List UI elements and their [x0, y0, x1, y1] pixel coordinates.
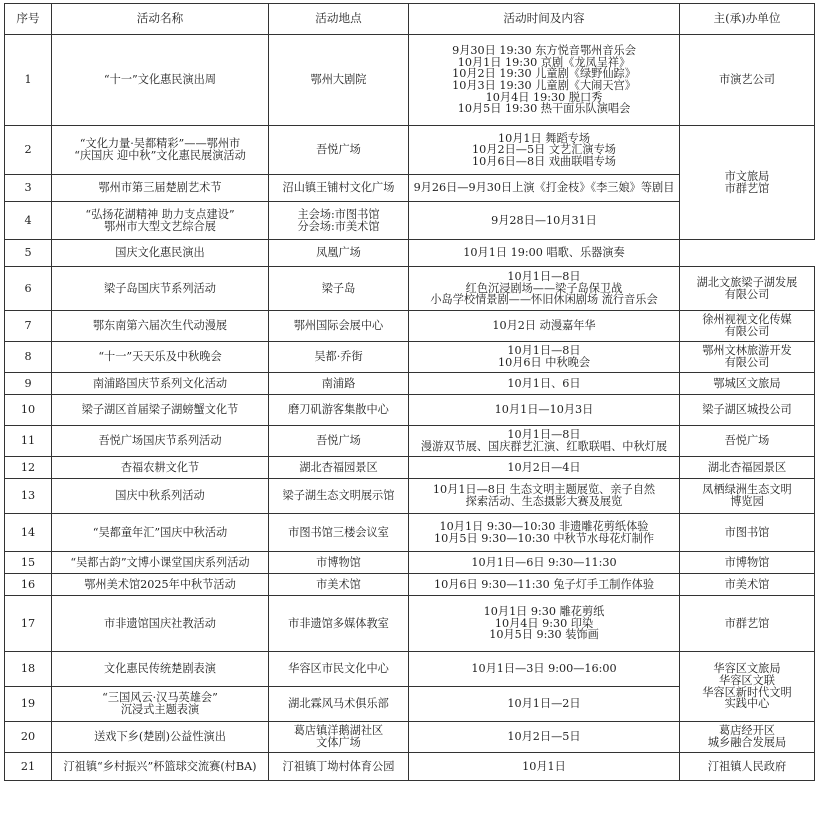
activity-name — [52, 457, 269, 479]
organizer — [680, 457, 815, 479]
cell-line: “庆国庆 迎中秋”文化惠民展演活动 — [74, 149, 246, 162]
activity-place — [269, 395, 409, 426]
activity-content — [409, 126, 680, 175]
cell-line: 10月2日 19:30 儿童剧《绿野仙踪》 — [452, 67, 636, 81]
cell-line: 10月1日 19:00 唱歌、乐器演奏 — [463, 246, 625, 260]
activity-name — [52, 514, 269, 552]
cell-line: 市演艺公司 — [719, 73, 775, 87]
cell-line: 吾悦广场 — [316, 143, 361, 157]
organizer — [680, 596, 815, 652]
cell-line: 10月1日—3日 9:00—16:00 — [471, 662, 617, 676]
table-row — [5, 35, 815, 126]
cell-line: 10月5日 19:30 热干面乐队演唱会 — [457, 102, 631, 116]
organizer — [680, 514, 815, 552]
cell-line: 10月2日—5日 文艺汇演专场 — [472, 143, 616, 157]
row-number: 1 — [5, 35, 52, 126]
activity-name — [52, 267, 269, 311]
cell-line: 杏福农耕文化节 — [120, 460, 200, 474]
cell-line: “十一”文化惠民演出周 — [103, 73, 217, 87]
cell-line: 10月1日 9:30—10:30 非遗雕花剪纸体验 — [439, 519, 649, 533]
cell-line: 市博物馆 — [724, 555, 770, 569]
row-number: 4 — [5, 202, 52, 240]
activity-content — [409, 202, 680, 240]
table-row — [5, 574, 815, 596]
cell-line: 市图书馆三楼会议室 — [288, 525, 389, 539]
table-row — [5, 240, 815, 267]
activity-name — [52, 753, 269, 781]
cell-line: 吾悦广场 — [316, 434, 361, 448]
organizer — [680, 753, 815, 781]
cell-line: “十一”天天乐及中秋晚会 — [98, 350, 222, 364]
cell-line: 鄂州国际会展中心 — [293, 319, 384, 333]
cell-line: 沉浸式主题表演 — [120, 703, 200, 716]
header-name: 活动名称 — [52, 4, 269, 35]
activity-place — [269, 35, 409, 126]
cell-line: “吴都古韵”文博小课堂国庆系列活动 — [70, 555, 250, 569]
activity-name — [52, 687, 269, 722]
cell-line: 梁子湖区城投公司 — [702, 403, 792, 417]
activity-content — [409, 342, 680, 373]
cell-line: 华容区文联 — [719, 673, 775, 687]
cell-line: 探索活动、生态摄影大赛及展览 — [465, 495, 623, 508]
cell-line: 市群艺馆 — [724, 181, 770, 195]
row-number: 12 — [5, 457, 52, 479]
organizer — [680, 342, 815, 373]
activity-content — [409, 596, 680, 652]
cell-line: 吾悦广场 — [724, 434, 770, 448]
activity-name — [52, 426, 269, 457]
activity-name — [52, 479, 269, 514]
row-number: 7 — [5, 311, 52, 342]
activity-content — [409, 652, 680, 687]
header-place: 活动地点 — [269, 4, 409, 35]
row-number: 8 — [5, 342, 52, 373]
cell-line: 9月26日—9月30日上演《打金枝》《李三娘》等剧目 — [413, 181, 675, 195]
cell-line: 10月5日 9:30 装饰画 — [489, 628, 599, 642]
cell-line: 汀祖镇丁坳村体育公园 — [282, 759, 395, 773]
cell-line: 吴都·乔街 — [314, 350, 363, 364]
activity-name — [52, 240, 269, 267]
events-table — [4, 3, 815, 781]
header-no: 序号 — [5, 4, 52, 35]
activity-name — [52, 342, 269, 373]
activity-place — [269, 552, 409, 574]
cell-line: 红色沉浸剧场——梁子岛保卫战 — [465, 281, 623, 295]
cell-line: 博览园 — [730, 495, 764, 508]
header-org: 主(承)办单位 — [680, 4, 815, 35]
cell-line: 10月6日 中秋晚会 — [497, 356, 591, 369]
table-row — [5, 373, 815, 395]
organizer — [680, 552, 815, 574]
row-number: 9 — [5, 373, 52, 395]
cell-line: 10月6日 9:30—11:30 兔子灯手工制作体验 — [433, 577, 655, 591]
cell-line: 10月6日—8日 戏曲联唱专场 — [472, 154, 616, 168]
cell-line: 鄂州大剧院 — [310, 73, 367, 87]
cell-line: “三国风云·汉马英雄会” — [102, 691, 218, 705]
cell-line: 10月1日—6日 9:30—11:30 — [471, 555, 617, 569]
activity-place — [269, 426, 409, 457]
activity-place — [269, 574, 409, 596]
row-number: 5 — [5, 240, 52, 267]
activity-content — [409, 311, 680, 342]
cell-line: 9月28日—10月31日 — [491, 213, 597, 227]
cell-line: 10月2日—5日 — [507, 730, 581, 744]
cell-line: 10月1日 19:30 京剧《龙凤呈祥》 — [457, 55, 631, 69]
table-row — [5, 311, 815, 342]
activity-place — [269, 687, 409, 722]
cell-line: 国庆中秋系列活动 — [115, 489, 205, 503]
header-content: 活动时间及内容 — [409, 4, 680, 35]
cell-line: 城乡融合发展局 — [707, 736, 787, 749]
activity-content — [409, 552, 680, 574]
row-number: 15 — [5, 552, 52, 574]
cell-line: 分会场:市美术馆 — [297, 219, 380, 233]
activity-place — [269, 457, 409, 479]
cell-line: 南浦路国庆节系列文化活动 — [92, 376, 228, 390]
cell-line: 梁子岛 — [321, 281, 356, 295]
table-body — [5, 35, 815, 781]
cell-line: 凤栖绿洲生态文明 — [702, 483, 792, 497]
organizer — [680, 722, 815, 753]
cell-line: 小岛学校情景剧——怀旧休闲剧场 流行音乐会 — [430, 293, 658, 307]
cell-line: 市博物馆 — [316, 555, 361, 569]
cell-line: 10月2日—4日 — [507, 460, 581, 474]
activity-content — [409, 175, 680, 202]
activity-place — [269, 126, 409, 175]
table-row — [5, 395, 815, 426]
cell-line: 市非遗馆国庆社教活动 — [104, 616, 216, 630]
organizer — [680, 373, 815, 395]
cell-line: 华容区市民文化中心 — [288, 662, 389, 676]
table-row — [5, 753, 815, 781]
cell-line: 10月1日—8日 — [507, 344, 581, 358]
activity-name — [52, 175, 269, 202]
activity-place — [269, 342, 409, 373]
activity-name — [52, 552, 269, 574]
table-row — [5, 552, 815, 574]
cell-line: 10月5日 9:30—10:30 中秋节水母花灯制作 — [433, 531, 655, 545]
cell-line: 10月1日—10月3日 — [494, 403, 594, 417]
activity-content — [409, 687, 680, 722]
table-row — [5, 652, 815, 687]
organizer — [680, 311, 815, 342]
cell-line: 国庆文化惠民演出 — [115, 246, 205, 260]
activity-name — [52, 202, 269, 240]
organizer — [680, 426, 815, 457]
activity-place — [269, 267, 409, 311]
activity-name — [52, 722, 269, 753]
activity-place — [269, 479, 409, 514]
cell-line: 10月4日 19:30 脱口秀 — [485, 90, 603, 104]
cell-line: 鄂东南第六届次生代动漫展 — [92, 319, 228, 333]
row-number: 16 — [5, 574, 52, 596]
cell-line: 9月30日 19:30 东方悦音鄂州音乐会 — [452, 44, 636, 58]
cell-line: 10月2日 动漫嘉年华 — [492, 319, 596, 333]
table-row — [5, 479, 815, 514]
table-row — [5, 126, 815, 175]
table-row — [5, 722, 815, 753]
row-number: 21 — [5, 753, 52, 781]
cell-line: 市群艺馆 — [724, 616, 770, 630]
cell-line: 梁子岛国庆节系列活动 — [104, 281, 216, 295]
cell-line: 华容区文旅局 — [713, 662, 781, 676]
activity-content — [409, 479, 680, 514]
cell-line: 市美术馆 — [316, 577, 361, 591]
activity-place — [269, 202, 409, 240]
row-number: 14 — [5, 514, 52, 552]
cell-line: 梁子湖区首届梁子湖螃蟹文化节 — [81, 403, 239, 417]
activity-content — [409, 373, 680, 395]
cell-line: 磨刀矶游客集散中心 — [288, 403, 389, 417]
cell-line: 华容区新时代文明 — [702, 685, 792, 699]
activity-name — [52, 574, 269, 596]
cell-line: 10月4日 9:30 印染 — [494, 616, 594, 630]
activity-content — [409, 514, 680, 552]
cell-line: 10月1日 9:30 雕花剪纸 — [483, 605, 605, 619]
activity-content — [409, 240, 680, 267]
cell-line: 鄂州市大型文艺综合展 — [104, 219, 216, 233]
table-row — [5, 267, 815, 311]
activity-name — [52, 311, 269, 342]
cell-line: 徐州视视文化传媒 — [702, 313, 792, 327]
organizer — [680, 395, 815, 426]
activity-place — [269, 753, 409, 781]
table-row — [5, 342, 815, 373]
cell-line: “文化力量·吴都精彩”——鄂州市 — [79, 137, 241, 151]
activity-name — [52, 652, 269, 687]
row-number: 2 — [5, 126, 52, 175]
cell-line: “吴都童年汇”国庆中秋活动 — [92, 525, 228, 539]
cell-line: 市非遗馆多媒体教室 — [288, 616, 389, 630]
activity-place — [269, 652, 409, 687]
activity-name — [52, 35, 269, 126]
row-number: 10 — [5, 395, 52, 426]
activity-content — [409, 426, 680, 457]
organizer — [680, 479, 815, 514]
cell-line: 凤凰广场 — [316, 246, 361, 260]
activity-content — [409, 457, 680, 479]
cell-line: 有限公司 — [724, 325, 770, 338]
row-number: 13 — [5, 479, 52, 514]
activity-place — [269, 596, 409, 652]
organizer — [680, 652, 815, 722]
organizer — [680, 35, 815, 126]
activity-place — [269, 311, 409, 342]
cell-line: 10月1日—8日 — [507, 428, 581, 442]
activity-content — [409, 395, 680, 426]
header-row — [5, 4, 815, 35]
cell-line: “弘扬花湖精神 助力支点建设” — [85, 207, 235, 221]
activity-place — [269, 175, 409, 202]
cell-line: 汀祖镇人民政府 — [707, 759, 787, 773]
cell-line: 主会场:市图书馆 — [297, 207, 380, 221]
activity-place — [269, 373, 409, 395]
cell-line: 鄂州文林旅游开发 — [702, 344, 792, 358]
cell-line: 市图书馆 — [724, 525, 770, 539]
cell-line: 湖北杏福园景区 — [299, 460, 378, 474]
cell-line: 汀祖镇“乡村振兴”杯篮球交流赛(村BA) — [63, 759, 257, 773]
cell-line: 有限公司 — [724, 287, 770, 301]
row-number: 18 — [5, 652, 52, 687]
organizer — [680, 574, 815, 596]
cell-line: 湖北文旅梁子湖发展 — [696, 275, 798, 289]
cell-line: 送戏下乡(楚剧)公益性演出 — [94, 730, 226, 744]
cell-line: 沼山镇王铺村文化广场 — [282, 181, 395, 195]
cell-line: 鄂州市第三届楚剧艺术节 — [98, 181, 222, 195]
activity-place — [269, 514, 409, 552]
activity-name — [52, 126, 269, 175]
activity-place — [269, 722, 409, 753]
cell-line: 有限公司 — [724, 356, 770, 369]
cell-line: 葛店经开区 — [719, 724, 775, 738]
cell-line: 漫游双节展、国庆群艺汇演、红歌联唱、中秋灯展 — [420, 440, 668, 453]
cell-line: 10月1日 舞蹈专场 — [497, 131, 591, 145]
cell-line: 10月1日 — [522, 759, 566, 773]
cell-line: 鄂州美术馆2025年中秋节活动 — [84, 577, 236, 591]
organizer — [680, 126, 815, 240]
cell-line: 南浦路 — [321, 376, 356, 390]
row-number: 6 — [5, 267, 52, 311]
cell-line: 实践中心 — [724, 697, 770, 711]
activity-content — [409, 753, 680, 781]
organizer — [680, 267, 815, 311]
activity-content — [409, 267, 680, 311]
cell-line: 10月3日 19:30 儿童剧《大闹天宫》 — [452, 79, 636, 92]
cell-line: 吾悦广场国庆节系列活动 — [98, 434, 222, 448]
table-row — [5, 426, 815, 457]
activity-content — [409, 574, 680, 596]
cell-line: 文体广场 — [316, 736, 361, 749]
cell-line: 鄂城区文旅局 — [713, 376, 781, 390]
cell-line: 10月1日—2日 — [507, 697, 581, 711]
activity-name — [52, 596, 269, 652]
cell-line: 10月1日—8日 生态文明主题展览、亲子自然 — [432, 483, 656, 497]
cell-line: 市文旅局 — [724, 169, 770, 183]
cell-line: 10月1日—8日 — [507, 270, 581, 284]
activity-content — [409, 722, 680, 753]
table-row — [5, 596, 815, 652]
cell-line: 葛店镇洋鹅湖社区 — [293, 724, 384, 738]
row-number: 11 — [5, 426, 52, 457]
cell-line: 湖北霖风马术俱乐部 — [288, 697, 389, 711]
cell-line: 市美术馆 — [724, 577, 770, 591]
table-row — [5, 514, 815, 552]
row-number: 3 — [5, 175, 52, 202]
cell-line: 梁子湖生态文明展示馆 — [282, 489, 395, 503]
activity-content — [409, 35, 680, 126]
cell-line: 湖北杏福园景区 — [707, 460, 787, 474]
activity-place — [269, 240, 409, 267]
cell-line: 文化惠民传统楚剧表演 — [104, 662, 216, 676]
table-row — [5, 457, 815, 479]
row-number: 17 — [5, 596, 52, 652]
row-number: 20 — [5, 722, 52, 753]
row-number: 19 — [5, 687, 52, 722]
cell-line: 10月1日、6日 — [507, 376, 581, 390]
activity-name — [52, 373, 269, 395]
activity-name — [52, 395, 269, 426]
